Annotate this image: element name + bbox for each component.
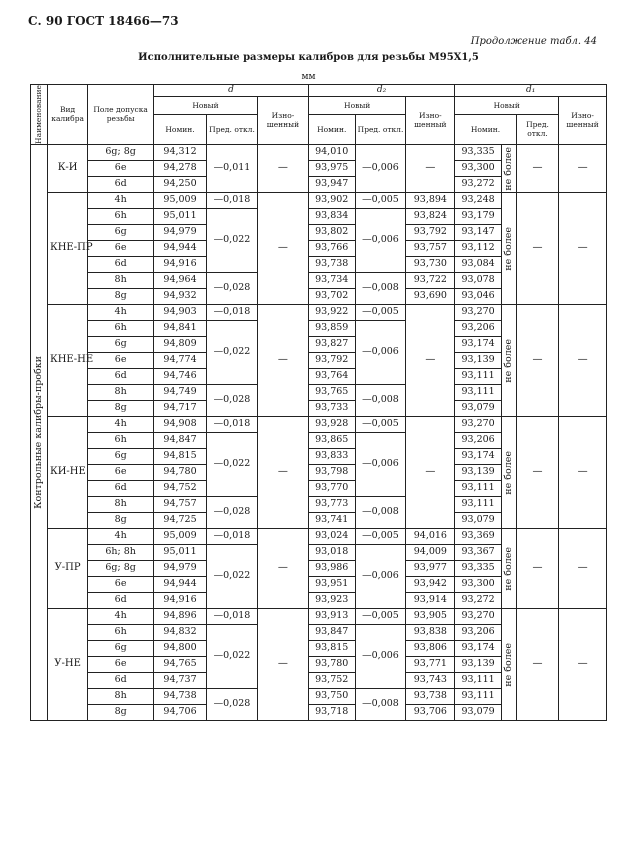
d1-ne-bolee-text: не более xyxy=(502,642,514,687)
d2-pred-cell: —0,006 xyxy=(355,624,406,688)
d-izno-cell: — xyxy=(257,144,308,192)
d-nomin-cell: 94,717 xyxy=(154,400,207,416)
pole-cell: 6d xyxy=(88,256,154,272)
d2-nomin-cell: 93,764 xyxy=(308,368,355,384)
d1-nomin-cell: 93,270 xyxy=(455,416,502,432)
d1-pred-cell: — xyxy=(516,416,558,528)
pole-cell: 8h xyxy=(88,688,154,704)
pole-cell: 4h xyxy=(88,528,154,544)
d-nomin-cell: 94,746 xyxy=(154,368,207,384)
d1-nomin-cell: 93,111 xyxy=(455,368,502,384)
d1-ne-bolee xyxy=(501,144,516,192)
d-nomin-cell: 94,737 xyxy=(154,672,207,688)
d2-izno-cell: 94,009 xyxy=(406,544,455,560)
pole-cell: 6h; 8h xyxy=(88,544,154,560)
d1-nomin-cell: 93,147 xyxy=(455,224,502,240)
calibre-type: К-И xyxy=(47,144,87,192)
header-d2-izno: Изно-шенный xyxy=(406,97,455,145)
d2-pred-cell: —0,008 xyxy=(355,688,406,720)
d1-nomin-cell: 93,139 xyxy=(455,464,502,480)
header-vid: Вид калибра xyxy=(47,85,87,145)
d2-izno-cell: 93,806 xyxy=(406,640,455,656)
d1-nomin-cell: 93,111 xyxy=(455,672,502,688)
d2-izno-cell: 93,838 xyxy=(406,624,455,640)
d2-nomin-cell: 93,702 xyxy=(308,288,355,304)
pole-cell: 6e xyxy=(88,240,154,256)
d1-nomin-cell: 93,367 xyxy=(455,544,502,560)
d1-ne-bolee-text: не более xyxy=(502,546,514,591)
d2-pred-cell: —0,006 xyxy=(355,544,406,608)
d2-izno-cell: 93,824 xyxy=(406,208,455,224)
d2-nomin-cell: 93,815 xyxy=(308,640,355,656)
table-row xyxy=(31,416,607,432)
d1-pred-cell: — xyxy=(516,528,558,608)
d2-izno-cell: 93,690 xyxy=(406,288,455,304)
d1-nomin-cell: 93,272 xyxy=(455,176,502,192)
table-title: Исполнительные размеры калибров для резьбы М95Х1,5 xyxy=(138,52,479,63)
continuation-note: Продолжение табл. 44 xyxy=(470,36,597,47)
d1-nomin-cell: 93,111 xyxy=(455,688,502,704)
d2-nomin-cell: 93,834 xyxy=(308,208,355,224)
pole-cell: 8h xyxy=(88,272,154,288)
d2-nomin-cell: 94,010 xyxy=(308,144,355,160)
pole-cell: 6h xyxy=(88,208,154,224)
page-header: С. 90 ГОСТ 18466—73 xyxy=(28,14,179,28)
d-pred-cell: —0,018 xyxy=(207,416,258,432)
d-nomin-cell: 94,908 xyxy=(154,416,207,432)
d2-nomin-cell: 93,798 xyxy=(308,464,355,480)
d2-nomin-cell: 93,975 xyxy=(308,160,355,176)
d-nomin-cell: 94,780 xyxy=(154,464,207,480)
d1-ne-bolee xyxy=(501,192,516,304)
d-nomin-cell: 94,749 xyxy=(154,384,207,400)
d-nomin-cell: 94,896 xyxy=(154,608,207,624)
d1-nomin-cell: 93,079 xyxy=(455,704,502,720)
d-nomin-cell: 95,011 xyxy=(154,544,207,560)
header-d2: d₂ xyxy=(308,85,454,97)
header-d1-novyi: Новый xyxy=(455,97,559,115)
table-row xyxy=(31,608,607,624)
d-nomin-cell: 94,932 xyxy=(154,288,207,304)
d1-pred-cell: — xyxy=(516,144,558,192)
d2-izno-cell: — xyxy=(406,304,455,416)
table-row xyxy=(31,192,607,208)
d2-izno-cell: — xyxy=(406,416,455,528)
pole-cell: 6e xyxy=(88,656,154,672)
pole-cell: 6e xyxy=(88,464,154,480)
d2-nomin-cell: 93,913 xyxy=(308,608,355,624)
d1-nomin-cell: 93,206 xyxy=(455,320,502,336)
d-nomin-cell: 95,011 xyxy=(154,208,207,224)
pole-cell: 6e xyxy=(88,576,154,592)
header-d2-novyi: Новый xyxy=(308,97,406,115)
d-nomin-cell: 94,757 xyxy=(154,496,207,512)
d2-nomin-cell: 93,752 xyxy=(308,672,355,688)
pole-cell: 6h xyxy=(88,624,154,640)
d-nomin-cell: 94,815 xyxy=(154,448,207,464)
d2-nomin-cell: 93,827 xyxy=(308,336,355,352)
d1-nomin-cell: 93,084 xyxy=(455,256,502,272)
d-pred-cell: —0,011 xyxy=(207,144,258,192)
d1-nomin-cell: 93,111 xyxy=(455,496,502,512)
pole-cell: 6g xyxy=(88,640,154,656)
d2-izno-cell: 93,792 xyxy=(406,224,455,240)
pole-cell: 6e xyxy=(88,160,154,176)
header-d2-nomin: Номин. xyxy=(308,114,355,144)
d1-ne-bolee xyxy=(501,416,516,528)
d2-izno-cell: 93,905 xyxy=(406,608,455,624)
d2-nomin-cell: 93,750 xyxy=(308,688,355,704)
d1-ne-bolee xyxy=(501,304,516,416)
d-nomin-cell: 94,916 xyxy=(154,592,207,608)
d1-nomin-cell: 93,046 xyxy=(455,288,502,304)
pole-cell: 8h xyxy=(88,496,154,512)
d1-nomin-cell: 93,300 xyxy=(455,576,502,592)
d1-nomin-cell: 93,078 xyxy=(455,272,502,288)
calibre-type: У-ПР xyxy=(47,528,87,608)
d1-nomin-cell: 93,179 xyxy=(455,208,502,224)
pole-cell: 6h xyxy=(88,320,154,336)
pole-cell: 4h xyxy=(88,304,154,320)
d-pred-cell: —0,018 xyxy=(207,304,258,320)
d-nomin-cell: 94,916 xyxy=(154,256,207,272)
pole-cell: 6g xyxy=(88,224,154,240)
pole-cell: 6d xyxy=(88,176,154,192)
d-nomin-cell: 94,738 xyxy=(154,688,207,704)
d-pred-cell: —0,018 xyxy=(207,192,258,208)
d-pred-cell: —0,028 xyxy=(207,688,258,720)
d-pred-cell: —0,022 xyxy=(207,208,258,272)
d2-izno-cell: 93,914 xyxy=(406,592,455,608)
table-row xyxy=(31,304,607,320)
d1-nomin-cell: 93,174 xyxy=(455,336,502,352)
d1-izno-cell: — xyxy=(559,608,607,720)
pole-cell: 8g xyxy=(88,512,154,528)
d2-nomin-cell: 93,833 xyxy=(308,448,355,464)
header-d1-nomin: Номин. xyxy=(455,114,517,144)
pole-cell: 6g; 8g xyxy=(88,144,154,160)
d-izno-cell: — xyxy=(257,416,308,528)
pole-cell: 6g; 8g xyxy=(88,560,154,576)
calibre-table xyxy=(30,84,607,721)
d2-nomin-cell: 93,718 xyxy=(308,704,355,720)
d2-pred-cell: —0,006 xyxy=(355,432,406,496)
d-nomin-cell: 94,800 xyxy=(154,640,207,656)
d1-nomin-cell: 93,335 xyxy=(455,144,502,160)
d-pred-cell: —0,022 xyxy=(207,544,258,608)
header-d: d xyxy=(154,85,309,97)
d-nomin-cell: 95,009 xyxy=(154,528,207,544)
d2-nomin-cell: 93,986 xyxy=(308,560,355,576)
d1-nomin-cell: 93,206 xyxy=(455,624,502,640)
d1-ne-bolee xyxy=(501,528,516,608)
d2-izno-cell: — xyxy=(406,144,455,192)
d-nomin-cell: 94,944 xyxy=(154,240,207,256)
header-d2-pred: Пред. откл. xyxy=(355,114,406,144)
d1-ne-bolee-text: не более xyxy=(502,146,514,191)
pole-cell: 8g xyxy=(88,288,154,304)
table-row xyxy=(31,144,607,160)
d2-nomin-cell: 93,847 xyxy=(308,624,355,640)
d-pred-cell: —0,022 xyxy=(207,432,258,496)
d2-nomin-cell: 93,733 xyxy=(308,400,355,416)
d2-nomin-cell: 93,928 xyxy=(308,416,355,432)
header-d1-izno: Изно-шенный xyxy=(559,97,607,145)
calibre-type: У-НЕ xyxy=(47,608,87,720)
pole-cell: 6d xyxy=(88,368,154,384)
d1-nomin-cell: 93,174 xyxy=(455,448,502,464)
d1-nomin-cell: 93,139 xyxy=(455,656,502,672)
d1-nomin-cell: 93,248 xyxy=(455,192,502,208)
d2-nomin-cell: 93,765 xyxy=(308,384,355,400)
d2-izno-cell: 93,730 xyxy=(406,256,455,272)
unit-label: мм xyxy=(301,72,316,82)
d2-nomin-cell: 93,734 xyxy=(308,272,355,288)
d2-nomin-cell: 93,770 xyxy=(308,480,355,496)
header-d-pred: Пред. откл. xyxy=(207,114,258,144)
d2-pred-cell: —0,008 xyxy=(355,272,406,304)
d1-pred-cell: — xyxy=(516,608,558,720)
d1-izno-cell: — xyxy=(559,416,607,528)
d2-izno-cell: 93,706 xyxy=(406,704,455,720)
header-pole: Поле допуска резьбы xyxy=(88,85,154,145)
pole-cell: 6g xyxy=(88,336,154,352)
d-nomin-cell: 94,979 xyxy=(154,560,207,576)
d1-izno-cell: — xyxy=(559,192,607,304)
d-pred-cell: —0,028 xyxy=(207,272,258,304)
d1-nomin-cell: 93,270 xyxy=(455,608,502,624)
d1-nomin-cell: 93,206 xyxy=(455,432,502,448)
d-nomin-cell: 94,765 xyxy=(154,656,207,672)
d2-izno-cell: 93,977 xyxy=(406,560,455,576)
d1-izno-cell: — xyxy=(559,144,607,192)
d-nomin-cell: 94,752 xyxy=(154,480,207,496)
d2-nomin-cell: 93,865 xyxy=(308,432,355,448)
d1-nomin-cell: 93,335 xyxy=(455,560,502,576)
d-izno-cell: — xyxy=(257,528,308,608)
d-nomin-cell: 94,903 xyxy=(154,304,207,320)
d2-nomin-cell: 93,792 xyxy=(308,352,355,368)
pole-cell: 6h xyxy=(88,432,154,448)
d1-nomin-cell: 93,111 xyxy=(455,384,502,400)
d2-nomin-cell: 93,780 xyxy=(308,656,355,672)
pole-cell: 6d xyxy=(88,672,154,688)
d2-izno-cell: 93,722 xyxy=(406,272,455,288)
d-izno-cell: — xyxy=(257,608,308,720)
d2-izno-cell: 93,942 xyxy=(406,576,455,592)
header-d1-pred: Пред. откл. xyxy=(516,114,558,144)
d-nomin-cell: 94,312 xyxy=(154,144,207,160)
header-naimenovanie: Наименование xyxy=(31,85,48,145)
d-nomin-cell: 94,847 xyxy=(154,432,207,448)
header-d1: d₁ xyxy=(455,85,607,97)
calibre-type: КИ-НЕ xyxy=(47,416,87,528)
pole-cell: 4h xyxy=(88,416,154,432)
d2-izno-cell: 93,771 xyxy=(406,656,455,672)
pole-cell: 6d xyxy=(88,480,154,496)
d2-izno-cell: 93,738 xyxy=(406,688,455,704)
table-body xyxy=(31,144,607,720)
d1-ne-bolee-text: не более xyxy=(502,450,514,495)
d2-nomin-cell: 93,951 xyxy=(308,576,355,592)
d2-izno-cell: 93,743 xyxy=(406,672,455,688)
d1-nomin-cell: 93,079 xyxy=(455,512,502,528)
pole-cell: 8h xyxy=(88,384,154,400)
d2-nomin-cell: 93,923 xyxy=(308,592,355,608)
d2-pred-cell: —0,005 xyxy=(355,416,406,432)
d2-izno-cell: 93,894 xyxy=(406,192,455,208)
d1-nomin-cell: 93,272 xyxy=(455,592,502,608)
d2-izno-cell: 94,016 xyxy=(406,528,455,544)
d-nomin-cell: 94,944 xyxy=(154,576,207,592)
d2-nomin-cell: 93,802 xyxy=(308,224,355,240)
d-nomin-cell: 94,725 xyxy=(154,512,207,528)
d1-nomin-cell: 93,111 xyxy=(455,480,502,496)
pole-cell: 4h xyxy=(88,608,154,624)
d-pred-cell: —0,028 xyxy=(207,384,258,416)
d-nomin-cell: 94,774 xyxy=(154,352,207,368)
d2-nomin-cell: 93,859 xyxy=(308,320,355,336)
d-pred-cell: —0,022 xyxy=(207,624,258,688)
d1-nomin-cell: 93,112 xyxy=(455,240,502,256)
pole-cell: 4h xyxy=(88,192,154,208)
d1-ne-bolee-text: не более xyxy=(502,226,514,271)
d2-pred-cell: —0,005 xyxy=(355,608,406,624)
d2-pred-cell: —0,005 xyxy=(355,528,406,544)
d2-pred-cell: —0,008 xyxy=(355,384,406,416)
d2-pred-cell: —0,006 xyxy=(355,208,406,272)
d2-pred-cell: —0,006 xyxy=(355,144,406,192)
pole-cell: 8g xyxy=(88,400,154,416)
calibre-type: КНЕ-НЕ xyxy=(47,304,87,416)
d1-ne-bolee-text: не более xyxy=(502,338,514,383)
d2-pred-cell: —0,008 xyxy=(355,496,406,528)
d2-nomin-cell: 93,741 xyxy=(308,512,355,528)
d-izno-cell: — xyxy=(257,192,308,304)
d2-nomin-cell: 93,947 xyxy=(308,176,355,192)
d-nomin-cell: 94,250 xyxy=(154,176,207,192)
pole-cell: 6g xyxy=(88,448,154,464)
d2-pred-cell: —0,005 xyxy=(355,192,406,208)
pole-cell: 6e xyxy=(88,352,154,368)
d1-nomin-cell: 93,139 xyxy=(455,352,502,368)
group-label-cell-text: Контрольные калибры-пробки xyxy=(32,356,44,509)
d-pred-cell: —0,022 xyxy=(207,320,258,384)
d2-nomin-cell: 93,766 xyxy=(308,240,355,256)
d-nomin-cell: 94,278 xyxy=(154,160,207,176)
d-nomin-cell: 94,841 xyxy=(154,320,207,336)
d1-nomin-cell: 93,369 xyxy=(455,528,502,544)
d1-nomin-cell: 93,174 xyxy=(455,640,502,656)
d-pred-cell: —0,018 xyxy=(207,528,258,544)
d1-nomin-cell: 93,300 xyxy=(455,160,502,176)
pole-cell: 6d xyxy=(88,592,154,608)
header-d-novyi: Новый xyxy=(154,97,258,115)
d1-izno-cell: — xyxy=(559,304,607,416)
d-nomin-cell: 94,832 xyxy=(154,624,207,640)
d2-pred-cell: —0,005 xyxy=(355,304,406,320)
calibre-type: КНЕ-ПР xyxy=(47,192,87,304)
d-nomin-cell: 94,964 xyxy=(154,272,207,288)
d2-nomin-cell: 93,902 xyxy=(308,192,355,208)
d1-nomin-cell: 93,079 xyxy=(455,400,502,416)
d1-ne-bolee xyxy=(501,608,516,720)
header-d-nomin: Номин. xyxy=(154,114,207,144)
d2-nomin-cell: 93,018 xyxy=(308,544,355,560)
d-izno-cell: — xyxy=(257,304,308,416)
d-pred-cell: —0,028 xyxy=(207,496,258,528)
d-nomin-cell: 94,706 xyxy=(154,704,207,720)
d-nomin-cell: 95,009 xyxy=(154,192,207,208)
table-row xyxy=(31,528,607,544)
group-label-cell xyxy=(31,144,48,720)
d1-nomin-cell: 93,270 xyxy=(455,304,502,320)
d-nomin-cell: 94,979 xyxy=(154,224,207,240)
d2-pred-cell: —0,006 xyxy=(355,320,406,384)
pole-cell: 8g xyxy=(88,704,154,720)
d2-nomin-cell: 93,024 xyxy=(308,528,355,544)
d-pred-cell: —0,018 xyxy=(207,608,258,624)
d2-izno-cell: 93,757 xyxy=(406,240,455,256)
d2-nomin-cell: 93,738 xyxy=(308,256,355,272)
d2-nomin-cell: 93,922 xyxy=(308,304,355,320)
d2-nomin-cell: 93,773 xyxy=(308,496,355,512)
d-nomin-cell: 94,809 xyxy=(154,336,207,352)
d1-pred-cell: — xyxy=(516,304,558,416)
header-d-izno: Изно-шенный xyxy=(257,97,308,145)
d1-pred-cell: — xyxy=(516,192,558,304)
d1-izno-cell: — xyxy=(559,528,607,608)
